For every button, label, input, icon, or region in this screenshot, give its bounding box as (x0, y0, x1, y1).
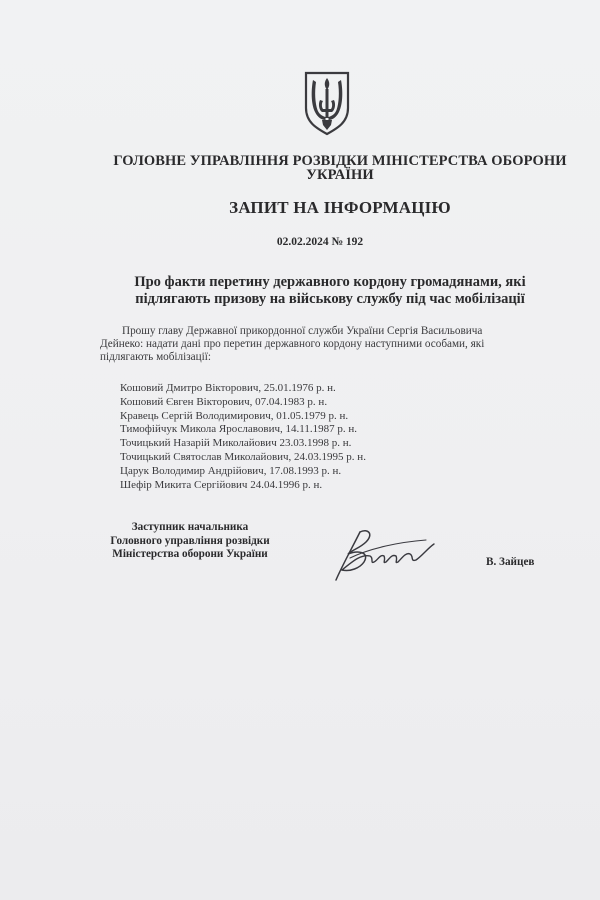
tryzub-emblem-icon (302, 70, 352, 136)
person-item: Царук Володимир Андрійович, 17.08.1993 р. н. (120, 464, 342, 477)
person-item: Кошовий Дмитро Вікторович, 25.01.1976 р. н. (120, 382, 336, 394)
request-line-1: Прошу главу Державної прикордонної служби України Сергія Васильовича (122, 325, 483, 337)
document-subject (100, 274, 560, 308)
signatory-position-line-3: Міністерства оборони України (112, 548, 268, 560)
person-item: Кравець Сергій Володимирович, 01.05.1979 р. н. (120, 409, 349, 422)
person-item: Точицький Святослав Миколайович, 24.03.1995 р. н. (120, 450, 366, 463)
subject-line-2: підлягають призову на військову службу під час мобілізації (135, 291, 525, 307)
person-item: Тимофійчук Микола Ярославович, 14.11.1987 р. н. (120, 423, 357, 436)
signatory-position-line-1: Заступник начальника (131, 521, 249, 533)
organization-name-line-1: ГОЛОВНЕ УПРАВЛІННЯ РОЗВІДКИ МІНІСТЕРСТВА ОБОРОНИ (113, 153, 567, 169)
request-paragraph (100, 325, 530, 364)
person-item: Точицький Назарій Миколайович 23.03.1998 р. н. (120, 437, 352, 450)
signatory-position (90, 521, 290, 562)
subject-line-1: Про факти перетину державного кордону громадянами, які (134, 274, 526, 290)
handwritten-signature (330, 518, 440, 588)
request-line-3: підлягають мобілізації: (100, 351, 211, 363)
signatory-position-line-2: Головного управління розвідки (110, 534, 270, 547)
persons-list (120, 382, 366, 492)
request-line-2: Дейнеко: надати дані про перетин державного кордону наступними особами, які (100, 338, 485, 350)
person-item: Кошовий Євген Вікторович, 07.04.1983 р. н. (120, 395, 328, 408)
document-date-number: 02.02.2024 № 192 (276, 236, 364, 248)
signatory-name: В. Зайцев (486, 556, 535, 568)
organization-name-line-2: УКРАЇНИ (306, 167, 374, 183)
person-item: Шефір Микита Сергійович 24.04.1996 р. н. (120, 478, 323, 491)
document-title: ЗАПИТ НА ІНФОРМАЦІЮ (229, 198, 451, 217)
